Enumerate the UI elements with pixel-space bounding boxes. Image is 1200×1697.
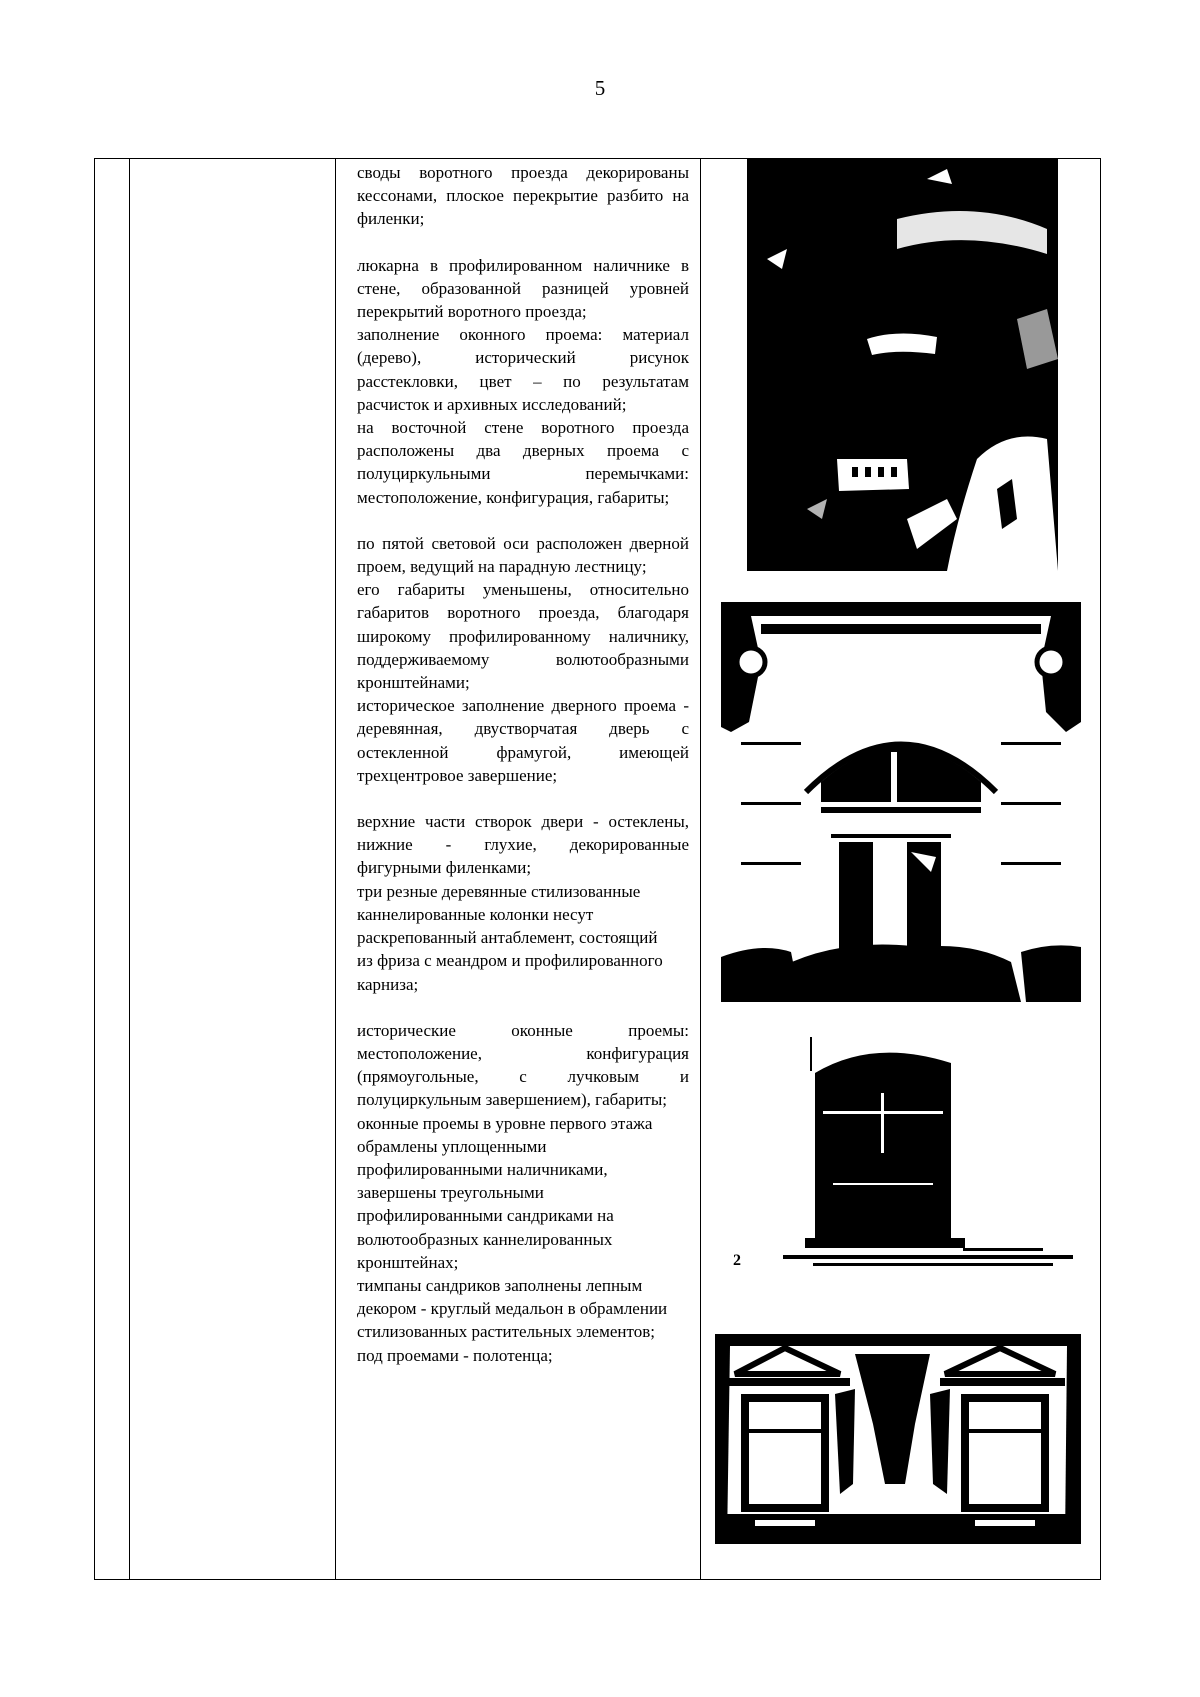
column-divider xyxy=(129,159,130,1579)
text-item: исторические оконные проемы: местоположение, конфигурация (прямоугольные, с лучковым и полуциркульным завершением), габариты; xyxy=(357,1020,689,1110)
description-column xyxy=(345,159,700,1579)
facade-windows-photo xyxy=(715,1334,1081,1544)
text-item: на восточной стене воротного проезда расположены два дверных проема с полуциркульными перемычками: местоположение, конфигурация, габариты; xyxy=(357,418,689,507)
text-item: оконные проемы в уровне первого этажа обрамлены уплощенными профилированными наличниками, завершены треугольными профилированными сандриками на волютообразных каннелированных кронштейнах; xyxy=(357,1113,653,1272)
description-table xyxy=(94,158,1101,1580)
column-divider xyxy=(335,159,336,1579)
text-item: тимпаны сандриков заполнены лепным декором - круглый медальон в обрамлении стилизованных растительных элементов; xyxy=(357,1275,668,1342)
entrance-door-photo xyxy=(721,602,1081,1002)
text-item: по пятой световой оси расположен дверной проем, ведущий на парадную лестницу; xyxy=(357,533,689,577)
text-item: историческое заполнение дверного проема - деревянная, двустворчатая дверь с остекленной фрамугой, имеющей трехцентровое завершение; xyxy=(357,696,689,785)
text-item: своды воротного проезда декорированы кессонами, плоское перекрытие разбито на филенки; xyxy=(357,163,689,229)
photo-mark-label: 2 xyxy=(733,1252,741,1269)
text-item: под проемами - полотенца; xyxy=(357,1345,553,1365)
text-item: три резные деревянные стилизованные каннелированные колонки несут раскрепованный антаблемент, состоящий из фриза с меандром и профилированного карниза; xyxy=(357,881,663,994)
column-divider xyxy=(700,159,701,1579)
page-number: 5 xyxy=(594,76,606,100)
text-item: люкарна в профилированном наличнике в стене, образованной разницей уровней перекрытий воротного проезда; xyxy=(357,255,689,322)
arched-window-photo xyxy=(723,1033,1081,1287)
text-item: заполнение оконного проема: материал (дерево), исторический рисунок расстекловки, цвет – по результатам расчисток и архивных исследований; xyxy=(357,325,689,414)
text-item: верхние части створок двери - остеклены, нижние - глухие, декорированные фигурными филенками; xyxy=(357,812,689,878)
gate-passage-photo xyxy=(747,159,1058,571)
text-item: его габариты уменьшены, относительно габаритов воротного проезда, благодаря широкому профилированному наличнику, поддерживаемому волютообразными кронштейнами; xyxy=(357,580,689,693)
